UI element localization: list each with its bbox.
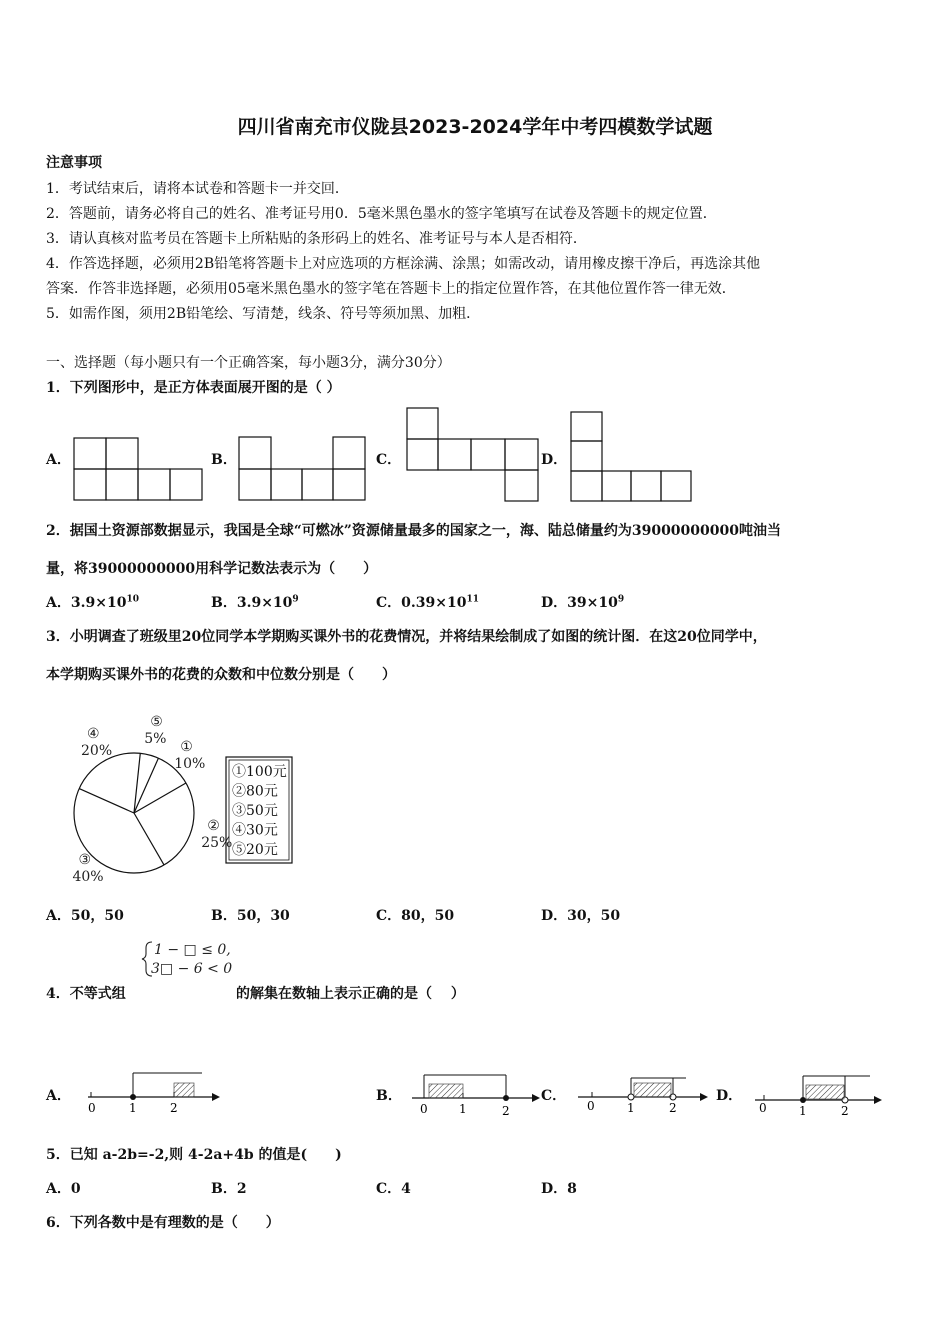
svg-text:0: 0 — [420, 1102, 428, 1116]
notice-item: 答案．作答非选择题，必须用05毫米黑色墨水的签字笔在答题卡上的指定位置作答，在其他位置作答一律无效． — [46, 281, 736, 297]
notice-item: 1．考试结束后，请将本试卷和答题卡一并交回． — [46, 181, 349, 197]
q3-option-c[interactable]: C．80，50 — [376, 908, 455, 924]
q4-option-d-label[interactable]: D． — [716, 1088, 743, 1104]
system-line1: 1 − □ ≤ 0, — [154, 942, 231, 958]
q1-option-a-label[interactable]: A． — [46, 452, 71, 468]
legend-entry: ③50元 — [232, 803, 278, 819]
q2-option-b[interactable]: B．$3.9\times 10^9$ — [211, 594, 299, 611]
svg-text:2: 2 — [669, 1101, 677, 1115]
pie-slice-percent: 10% — [174, 756, 206, 773]
q3-option-b[interactable]: B．50，30 — [211, 908, 290, 924]
q4-option-b-label[interactable]: B． — [376, 1088, 402, 1104]
system-line2: 3□ − 6 < 0 — [151, 961, 233, 977]
notice-item: 5．如需作图，须用2B铅笔绘、写清楚，线条、符号等须加黑、加粗． — [46, 306, 481, 322]
q3-option-a[interactable]: A．50，50 — [46, 908, 124, 924]
pie-slice-marker: ① — [180, 739, 193, 756]
svg-text:2: 2 — [170, 1101, 178, 1115]
numberline-c — [578, 1078, 708, 1115]
q3-option-d[interactable]: D．30，50 — [541, 908, 621, 924]
svg-text:0: 0 — [88, 1101, 96, 1115]
notice-item: 4．作答选择题，必须用2B铅笔将答题卡上对应选项的方框涂满、涂黑；如需改动，请用橡皮擦干净后，再选涂其他 — [46, 256, 761, 272]
q5-option-b[interactable]: B．2 — [211, 1181, 247, 1197]
svg-text:1: 1 — [129, 1101, 137, 1115]
q5-option-d[interactable]: D．8 — [541, 1181, 577, 1197]
pie-slice-marker: ⑤ — [150, 713, 163, 730]
pie-slice-percent: 5% — [144, 730, 167, 747]
pie-slice-marker: ③ — [78, 851, 92, 868]
q3-stem-line2: 本学期购买课外书的花费的众数和中位数分别是（ ） — [46, 667, 396, 683]
legend-entry: ①100元 — [232, 764, 287, 780]
pie-slice-percent: 40% — [72, 868, 104, 885]
svg-text:2: 2 — [841, 1104, 849, 1118]
section-heading: 一、选择题（每小题只有一个正确答案，每小题3分，满分30分） — [46, 355, 451, 371]
q5-stem: 5．已知 a-2b=-2,则 4-2a+4b 的值是( ) — [46, 1147, 342, 1163]
svg-text:1: 1 — [799, 1104, 807, 1118]
q1-option-d-label[interactable]: D． — [541, 452, 568, 468]
q4-option-a-label[interactable]: A． — [46, 1088, 71, 1104]
q2-stem-line2: 量，将39000000000用科学记数法表示为（ ） — [46, 561, 378, 577]
page-title: 四川省南充市仪陇县2023-2024学年中考四模数学试题 — [237, 116, 713, 138]
svg-text:1: 1 — [627, 1101, 635, 1115]
q3-stem-line1: 3．小明调查了班级里20位同学本学期购买课外书的花费情况，并将结果绘制成了如图的统计图．在这20位同学中， — [46, 629, 767, 645]
pie-slice-marker: ④ — [87, 725, 100, 742]
q4-stem-suffix: 的解集在数轴上表示正确的是（ ） — [236, 986, 465, 1002]
svg-text:0: 0 — [587, 1099, 595, 1113]
q2-option-d[interactable]: D．$39\times 10^9$ — [541, 594, 625, 611]
legend-entry: ④30元 — [232, 822, 278, 839]
legend-entry: ⑤20元 — [232, 842, 278, 858]
pie-slice-percent: 20% — [81, 742, 113, 759]
q4-option-c-label[interactable]: C． — [541, 1088, 567, 1104]
q4-stem-prefix: 4．不等式组 — [46, 986, 126, 1002]
q1-option-b-label[interactable]: B． — [211, 452, 237, 468]
pie-slice-marker: ② — [207, 818, 220, 835]
notice-heading: 注意事项 — [46, 155, 102, 171]
q6-stem: 6．下列各数中是有理数的是（ ） — [46, 1215, 280, 1231]
q2-option-c[interactable]: C．$0.39\times 10^{11}$ — [376, 594, 479, 611]
pie-slice-percent: 25% — [201, 835, 233, 852]
svg-text:1: 1 — [459, 1102, 467, 1116]
numberline-d — [755, 1076, 882, 1118]
numberline-b — [412, 1075, 540, 1118]
q5-option-c[interactable]: C．4 — [376, 1181, 411, 1197]
svg-text:0: 0 — [759, 1101, 767, 1115]
q5-option-a[interactable]: A．0 — [46, 1181, 81, 1197]
q2-stem-line1: 2．据国土资源部数据显示，我国是全球“可燃冰”资源储量最多的国家之一，海、陆总储量约为39000000000吨油当 — [46, 523, 781, 539]
q1-stem: 1．下列图形中，是正方体表面展开图的是（ ） — [46, 380, 341, 396]
notice-item: 3．请认真核对监考员在答题卡上所粘贴的条形码上的姓名、准考证号与本人是否相符． — [46, 231, 587, 247]
q1-option-c-label[interactable]: C． — [376, 452, 402, 468]
svg-text:2: 2 — [502, 1104, 510, 1118]
q2-option-a[interactable]: A．$3.9\times 10^{10}$ — [46, 594, 139, 611]
notice-item: 2．答题前，请务必将自己的姓名、准考证号用0．5毫米黑色墨水的签字笔填写在试卷及答题卡的规定位置． — [46, 206, 717, 222]
numberline-a — [88, 1073, 220, 1115]
legend-entry: ②80元 — [232, 783, 278, 800]
